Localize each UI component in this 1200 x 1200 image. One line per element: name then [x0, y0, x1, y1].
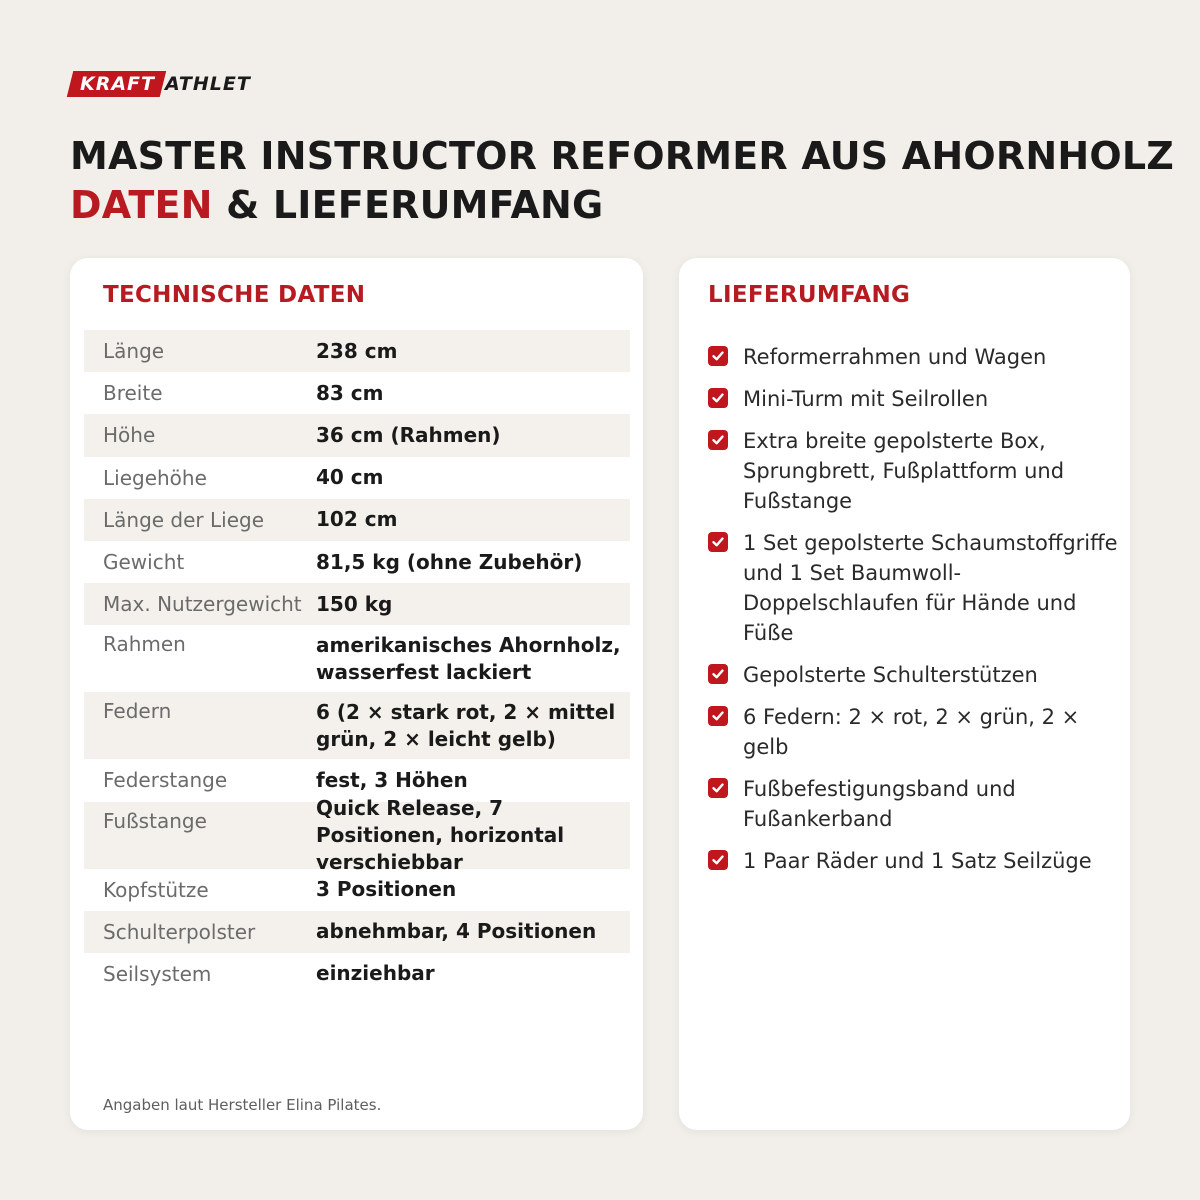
spec-label: Länge: [103, 339, 165, 364]
spec-label: Federstange: [103, 768, 228, 793]
spec-label: Seilsystem: [103, 961, 212, 986]
page-title: [70, 132, 1174, 230]
scope-item: [708, 774, 1118, 834]
spec-value: einziehbar: [316, 961, 435, 986]
brand-logo-part2: ATHLET: [165, 73, 251, 95]
spec-value: 238 cm: [316, 338, 398, 363]
scope-item-text: 6 Federn: 2 × rot, 2 × grün, 2 × gelb: [743, 705, 1080, 759]
spec-row: [84, 330, 630, 372]
checkbox-checked-icon: [708, 532, 728, 552]
spec-row: [84, 795, 630, 874]
spec-value: 102 cm: [316, 507, 398, 532]
scope-list: [708, 342, 1118, 888]
spec-row: [84, 953, 630, 995]
brand-logo-part1: KRAFT: [67, 71, 166, 97]
scope-item: [708, 426, 1118, 516]
scope-item: [708, 342, 1118, 372]
spec-row: [84, 372, 630, 414]
spec-value: 83 cm: [316, 380, 384, 405]
spec-label: Länge der Liege: [103, 507, 265, 532]
specs-footnote: Angaben laut Hersteller Elina Pilates.: [103, 1096, 382, 1114]
spec-value: 6 (2 × stark rot, 2 × mittel grün, 2 × leicht gelb): [316, 699, 616, 751]
page-title-accent: DATEN: [70, 183, 213, 227]
spec-row: [84, 457, 630, 499]
checkbox-checked-icon: [708, 664, 728, 684]
spec-value: amerikanisches Ahornholz, wasserfest lackiert: [316, 632, 621, 684]
scope-item: [708, 528, 1118, 648]
specs-title: TECHNISCHE DATEN: [103, 282, 366, 308]
scope-item: [708, 660, 1118, 690]
specs-card: [70, 258, 643, 1130]
spec-label: Höhe: [103, 423, 156, 448]
spec-label: Schulterpolster: [103, 919, 256, 944]
checkbox-checked-icon: [708, 388, 728, 408]
spec-value: Quick Release, 7 Positionen, horizontal verschiebbar: [316, 795, 565, 874]
scope-item-text: 1 Set gepolsterte Schaumstoffgriffe und 1 Set Baumwoll-Doppelschlaufen für Hände und Füße: [743, 531, 1118, 645]
spec-row: [84, 692, 630, 759]
scope-item-text: Fußbefestigungsband und Fußankerband: [743, 777, 1016, 831]
scope-card: [679, 258, 1130, 1130]
spec-value: 150 kg: [316, 591, 393, 616]
spec-value: fest, 3 Höhen: [316, 767, 468, 792]
spec-row: [84, 414, 630, 456]
scope-item-text: Mini-Turm mit Seilrollen: [743, 387, 989, 411]
scope-title: LIEFERUMFANG: [708, 282, 911, 308]
checkbox-checked-icon: [708, 346, 728, 366]
specs-table: [84, 330, 630, 995]
checkbox-checked-icon: [708, 778, 728, 798]
checkbox-checked-icon: [708, 430, 728, 450]
spec-label: Fußstange: [103, 808, 207, 833]
scope-item-text: Extra breite gepolsterte Box, Sprungbrett, Fußplattform und Fußstange: [743, 429, 1065, 513]
spec-value: 40 cm: [316, 465, 384, 490]
page-title-rest: & LIEFERUMFANG: [212, 183, 604, 227]
spec-value: 36 cm (Rahmen): [316, 422, 501, 447]
page-title-line1: MASTER INSTRUCTOR REFORMER AUS AHORNHOLZ: [70, 134, 1175, 178]
scope-item-text: Gepolsterte Schulterstützen: [743, 663, 1038, 687]
page-title-line2: [70, 181, 1174, 230]
spec-row: [84, 583, 630, 625]
scope-item: [708, 384, 1118, 414]
spec-row: [84, 911, 630, 953]
spec-label: Max. Nutzergewicht: [103, 592, 302, 617]
scope-item-text: 1 Paar Räder und 1 Satz Seilzüge: [743, 849, 1092, 873]
spec-value: abnehmbar, 4 Positionen: [316, 919, 597, 944]
spec-label: Liegehöhe: [103, 465, 207, 490]
checkbox-checked-icon: [708, 850, 728, 870]
spec-row: [84, 625, 630, 692]
spec-label: Breite: [103, 381, 163, 406]
spec-label: Gewicht: [103, 550, 185, 575]
scope-item: [708, 702, 1118, 762]
spec-label: Federn: [103, 699, 172, 724]
spec-label: Rahmen: [103, 632, 186, 657]
checkbox-checked-icon: [708, 706, 728, 726]
spec-label: Kopfstütze: [103, 877, 209, 902]
brand-logo: [70, 70, 251, 98]
scope-item-text: Reformerrahmen und Wagen: [743, 345, 1047, 369]
spec-row: [84, 541, 630, 583]
scope-item: [708, 846, 1118, 876]
spec-value: 81,5 kg (ohne Zubehör): [316, 549, 583, 574]
spec-row: [84, 499, 630, 541]
spec-value: 3 Positionen: [316, 877, 457, 902]
